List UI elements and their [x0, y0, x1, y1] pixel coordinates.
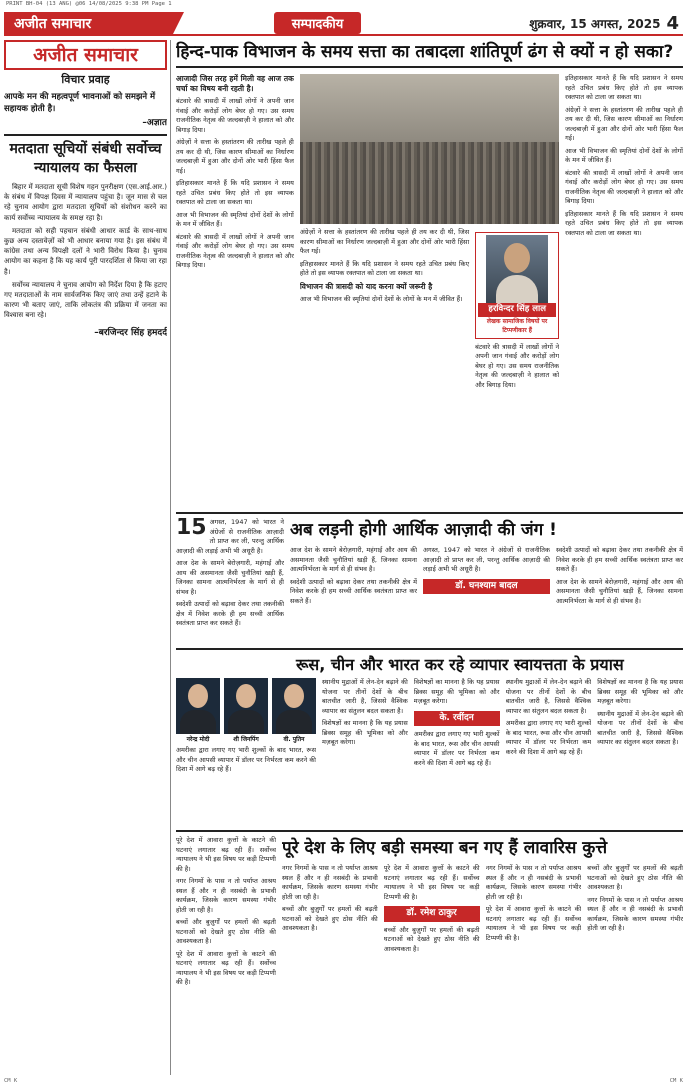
econ-para: आज देश के सामने बेरोज़गारी, महंगाई और आय की असमानता जैसी चुनौतियां खड़ी हैं, जिनका सामना आत्मनिर्भरता के मार्ग से ही संभव है। [176, 559, 284, 596]
partition-photo [300, 74, 559, 224]
author-caption: लेखक सामाजिक विषयों पर टिप्पणीकार हैं [486, 317, 548, 334]
dogs-headline: पूरे देश के लिए बड़ी समस्या बन गए हैं लावारिस कुत्ते [282, 838, 608, 858]
editorial-para: मतदाता को सही पहचान संबंधी आधार कार्ड के साथ-साथ कुछ अन्य दस्तावेज़ों को भी आधार बनाया गया है। इस संबंध में कांग्रेस तथा अन्य विपक्षी दलों ने भारी विरोध किया है। चुनाव आयोग का कहना है कि यह कार्य पूरी पारदर्शिता से किया जा रहा है। [4, 226, 167, 276]
partition-headline: हिन्द-पाक विभाजन के समय सत्ता का तबादला शांतिपूर्ण ढंग से क्यों न हो सका? [176, 40, 683, 68]
section-label: अजीत समाचार [4, 12, 172, 34]
partition-para: बंटवारे की त्रासदी में लाखों लोगों ने अपनी जान गंवाई और करोड़ों लोग बेघर हो गए। उस समय राजनीतिक नेतृत्व की जल्दबाज़ी ने हालात को और बिगाड़ दिया। [176, 232, 294, 269]
econ-col-3 [423, 546, 550, 609]
partition-para: अंग्रेज़ों ने सत्ता के हस्तांतरण की तारीख पहले ही तय कर दी थी, जिस कारण सीमाओं का निर्धारण जल्दबाज़ी में हुआ और दोनों ओर भारी हिंसा फैल गई। [176, 138, 294, 175]
editorial-body [4, 182, 167, 321]
quote-attribution: –अज्ञात [142, 118, 167, 128]
trade-para: अमरीका द्वारा लगाए गए भारी शुल्कों के बाद भारत, रूस और चीन आपसी व्यापार में डॉलर पर निर्भरता कम करने की दिशा में आगे बढ़ रहे हैं। [505, 719, 592, 756]
partition-para: बंटवारे की त्रासदी में लाखों लोगों ने अपनी जान गंवाई और करोड़ों लोग बेघर हो गए। उस समय राजनीतिक नेतृत्व की जल्दबाज़ी ने हालात को और बिगाड़ दिया। [475, 342, 560, 389]
partition-col-2 [300, 74, 559, 504]
partition-para: अंग्रेज़ों ने सत्ता के हस्तांतरण की तारीख पहले ही तय कर दी थी, जिस कारण सीमाओं का निर्धारण जल्दबाज़ी में हुआ और दोनों ओर भारी हिंसा फैल गई। [565, 105, 683, 142]
dogs-col-5 [587, 864, 683, 957]
trade-author: के. रवींदन [414, 711, 500, 727]
section-divider [176, 512, 683, 514]
leader-caption: वी. पुतिन [283, 736, 305, 743]
leaders-photo [176, 678, 316, 734]
partition-intro: आजादी जिस तरह हमें मिली वह आज तक चर्चा का विषय बनी रहती है। [176, 74, 294, 93]
partition-col-1 [176, 74, 294, 504]
econ-para: अगस्त, 1947 को भारत ने अंग्रेजों से राजनीतिक आज़ादी तो प्राप्त कर ली, परन्तु आर्थिक आज़ादी की लड़ाई अभी भी अधूरी है। [176, 518, 284, 555]
crowd-image [300, 142, 559, 225]
trade-para: स्थानीय मुद्राओं में लेन-देन बढ़ाने की योजना पर तीनों देशों के बीच बातचीत जारी है, जिससे वैश्विक व्यापार का संतुलन बदल सकता है। [322, 678, 408, 715]
article-economic [176, 518, 683, 644]
leader-photo [224, 678, 268, 734]
trade-col-1 [176, 746, 316, 778]
masthead-title: अजीत समाचार [33, 44, 138, 66]
page-footer [4, 1078, 683, 1088]
econ-col-2 [290, 546, 417, 609]
econ-para: आज देश के सामने बेरोज़गारी, महंगाई और आय की असमानता जैसी चुनौतियां खड़ी हैं, जिनका सामना आत्मनिर्भरता के मार्ग से ही संभव है। [290, 546, 417, 573]
dogs-para: बच्चों और बुज़ुर्गों पर हमलों की बढ़ती घटनाओं को देखते हुए ठोस नीति की आवश्यकता है। [176, 918, 276, 945]
trade-col-5 [597, 678, 683, 778]
dogs-para: बच्चों और बुज़ुर्गों पर हमलों की बढ़ती घटनाओं को देखते हुए ठोस नीति की आवश्यकता है। [587, 864, 683, 891]
dogs-para: नगर निगमों के पास न तो पर्याप्त आश्रय स्थल हैं और न ही नसबंदी के प्रभावी कार्यक्रम, जिसके कारण समस्या गंभीर होती जा रही है। [282, 864, 378, 901]
author-box [475, 232, 559, 339]
trade-para: विशेषज्ञों का मानना है कि यह प्रयास ब्रिक्स समूह की भूमिका को और मज़बूत करेगा। [322, 719, 408, 746]
thought-subhead: विचार प्रवाह [61, 73, 110, 86]
editorial-badge: सम्पादकीय [274, 12, 361, 34]
trade-para: विशेषज्ञों का मानना है कि यह प्रयास ब्रिक्स समूह की भूमिका को और मज़बूत करेगा। [413, 678, 500, 705]
left-column [4, 40, 167, 1075]
trade-headline: रूस, चीन और भारत कर रहे व्यापार स्वायत्तता के प्रयास [296, 655, 624, 674]
econ-para: अगस्त, 1947 को भारत ने अंग्रेजों से राजनीतिक आज़ादी तो प्राप्त कर ली, परन्तु आर्थिक आज़ादी की लड़ाई अभी भी अधूरी है। [423, 546, 550, 573]
author-name: हरविन्दर सिंह लाल [478, 303, 556, 317]
econ-headline: अब लड़नी होगी आर्थिक आज़ादी की जंग ! [290, 520, 557, 540]
masthead [4, 40, 167, 70]
trade-para: विशेषज्ञों का मानना है कि यह प्रयास ब्रिक्स समूह की भूमिका को और मज़बूत करेगा। [597, 678, 683, 705]
page-number: 4 [666, 12, 679, 34]
partition-para: आज भी विभाजन की स्मृतियां दोनों देशों के लोगों के मन में जीवित हैं। [176, 210, 294, 228]
section-divider [176, 830, 683, 832]
dogs-para: बच्चों और बुज़ुर्गों पर हमलों की बढ़ती घटनाओं को देखते हुए ठोस नीति की आवश्यकता है। [282, 905, 378, 932]
article-dogs [176, 836, 683, 1074]
dogs-para: बच्चों और बुज़ुर्गों पर हमलों की बढ़ती घटनाओं को देखते हुए ठोस नीति की आवश्यकता है। [383, 925, 480, 953]
leader-photo [272, 678, 316, 734]
trade-para: अमरीका द्वारा लगाए गए भारी शुल्कों के बाद भारत, रूस और चीन आपसी व्यापार में डॉलर पर निर्भरता कम करने की दिशा में आगे बढ़ रहे हैं। [176, 746, 316, 773]
dogs-col-1 [176, 836, 276, 991]
partition-midhead: विभाजन की त्रासदी को याद करना क्यों जरूरी है [299, 281, 433, 291]
trade-para: स्थानीय मुद्राओं में लेन-देन बढ़ाने की योजना पर तीनों देशों के बीच बातचीत जारी है, जिससे वैश्विक व्यापार का संतुलन बदल सकता है। [597, 709, 683, 746]
editorial-para: सर्वोच्च न्यायालय ने चुनाव आयोग को निर्देश दिया है कि हटाए गए मतदाताओं के नाम सार्वजनिक किए जाएं तथा उन्हें हटाने के कारण भी बताए जाएं, ताकि लोकतंत्र की प्रक्रिया में जनता का विश्वास बना रहे। [4, 280, 167, 320]
editorial-headline: मतदाता सूचियों संबंधी सर्वोच्च न्यायालय का फैसला [4, 134, 167, 178]
thought-quote: आपके मन की महत्वपूर्ण भावनाओं को समझने में सहायक होती है। [4, 92, 156, 114]
article-trade [176, 654, 683, 824]
dogs-para: पूरे देश में आवारा कुत्तों के काटने की घटनाएं लगातार बढ़ रही हैं। सर्वोच्च न्यायालय ने भी इस विषय पर कड़ी टिप्पणी की है। [485, 905, 582, 942]
partition-para: इतिहासकार मानते हैं कि यदि प्रशासन ने समय रहते उचित प्रबंध किए होते तो इस व्यापक रक्तपात को टाला जा सकता था। [176, 179, 294, 206]
trade-para: स्थानीय मुद्राओं में लेन-देन बढ़ाने की योजना पर तीनों देशों के बीच बातचीत जारी है, जिससे वैश्विक व्यापार का संतुलन बदल सकता है। [505, 678, 592, 715]
trade-para: अमरीका द्वारा लगाए गए भारी शुल्कों के बाद भारत, रूस और चीन आपसी व्यापार में डॉलर पर निर्भरता कम करने की दिशा में आगे बढ़ रहे हैं। [413, 730, 500, 767]
header-right [463, 12, 683, 34]
econ-para: स्वदेशी उत्पादों को बढ़ावा देकर तथा तकनीकी क्षेत्र में निवेश करके ही हम सच्ची आर्थिक स्वतंत्रता प्राप्त कर सकते हैं। [290, 577, 417, 605]
print-slug: PRINT BH-04 (13 ANG) @06 14/08/2025 9:38 PM Page 1 [6, 1, 172, 7]
footer-color-mark: CM K [669, 1078, 683, 1084]
dogs-para: नगर निगमों के पास न तो पर्याप्त आश्रय स्थल हैं और न ही नसबंदी के प्रभावी कार्यक्रम, जिसके कारण समस्या गंभीर होती जा रही है। [485, 864, 582, 901]
partition-para: आज भी विभाजन की स्मृतियां दोनों देशों के लोगों के मन में जीवित हैं। [565, 146, 683, 164]
dogs-col-4 [486, 864, 582, 957]
section-divider [176, 648, 683, 650]
dogs-para: नगर निगमों के पास न तो पर्याप्त आश्रय स्थल हैं और न ही नसबंदी के प्रभावी कार्यक्रम, जिसके कारण समस्या गंभीर होती जा रही है। [176, 877, 276, 914]
econ-para: स्वदेशी उत्पादों को बढ़ावा देकर तथा तकनीकी क्षेत्र में निवेश करके ही हम सच्ची आर्थिक स्वतंत्रता प्राप्त कर सकते हैं। [176, 600, 284, 627]
trade-col-3 [414, 678, 500, 778]
econ-dropcap: 15 [176, 518, 207, 540]
issue-date: शुक्रवार, 15 अगस्त, 2025 [529, 16, 661, 31]
partition-col-3 [565, 74, 683, 504]
partition-para: आज भी विभाजन की स्मृतियां दोनों देशों के लोगों के मन में जीवित हैं। [299, 294, 463, 303]
partition-para: इतिहासकार मानते हैं कि यदि प्रशासन ने समय रहते उचित प्रबंध किए होते तो इस व्यापक रक्तपात को टाला जा सकता था। [565, 209, 683, 237]
dogs-para: पूरे देश में आवारा कुत्तों के काटने की घटनाएं लगातार बढ़ रही हैं। सर्वोच्च न्यायालय ने भी इस विषय पर कड़ी टिप्पणी की है। [176, 836, 276, 873]
editorial-para: बिहार में मतदाता सूची विशेष गहन पुनरीक्षण (एस.आई.आर.) के संबंध में विपक्ष दिवस में न्यायालय पहुंचा है। जून मास से चल रहे चुनाव आयोग द्वारा मतदाता सूचियों को संशोधन करने का कार्य सर्वोच्च न्यायालय के समक्ष रहा है। [4, 183, 167, 222]
partition-para: अंग्रेज़ों ने सत्ता के हस्तांतरण की तारीख पहले ही तय कर दी थी, जिस कारण सीमाओं का निर्धारण जल्दबाज़ी में हुआ और दोनों ओर भारी हिंसा फैल गई। [299, 228, 470, 255]
econ-para: आज देश के सामने बेरोज़गारी, महंगाई और आय की असमानता जैसी चुनौतियां खड़ी हैं, जिनका सामना आत्मनिर्भरता के मार्ग से ही संभव है। [556, 577, 683, 605]
econ-col-4 [556, 546, 683, 609]
page-header [4, 12, 683, 36]
leader-photo [176, 678, 220, 734]
column-rule [170, 40, 171, 1075]
econ-author: डॉ. घनश्याम बादल [423, 579, 550, 595]
author-photo [486, 235, 548, 303]
leader-captions [176, 735, 316, 743]
dogs-author: डॉ. रमेश ठाकुर [384, 906, 480, 922]
section-center [172, 12, 463, 34]
leader-caption: नरेन्द्र मोदी [186, 736, 210, 743]
trade-col-4 [506, 678, 592, 778]
dogs-para: नगर निगमों के पास न तो पर्याप्त आश्रय स्थल हैं और न ही नसबंदी के प्रभावी कार्यक्रम, जिसके कारण समस्या गंभीर होती जा रही है। [587, 895, 683, 932]
editorial-byline: –बरजिन्दर सिंह हमदर्द [94, 327, 167, 338]
partition-para: बंटवारे की त्रासदी में लाखों लोगों ने अपनी जान गंवाई और करोड़ों लोग बेघर हो गए। उस समय राजनीतिक नेतृत्व की जल्दबाज़ी ने हालात को और बिगाड़ दिया। [565, 168, 683, 205]
dogs-para: पूरे देश में आवारा कुत्तों के काटने की घटनाएं लगातार बढ़ रही हैं। सर्वोच्च न्यायालय ने भी इस विषय पर कड़ी टिप्पणी की है। [383, 864, 480, 901]
dogs-para: पूरे देश में आवारा कुत्तों के काटने की घटनाएं लगातार बढ़ रही हैं। सर्वोच्च न्यायालय ने भी इस विषय पर कड़ी टिप्पणी की है। [176, 949, 276, 986]
article-partition [176, 40, 683, 510]
trade-col-2 [322, 678, 408, 778]
partition-para: बंटवारे की त्रासदी में लाखों लोगों ने अपनी जान गंवाई और करोड़ों लोग बेघर हो गए। उस समय राजनीतिक नेतृत्व की जल्दबाज़ी ने हालात को और बिगाड़ दिया। [176, 97, 294, 134]
econ-col-1 [176, 518, 284, 632]
partition-para: इतिहासकार मानते हैं कि यदि प्रशासन ने समय रहते उचित प्रबंध किए होते तो इस व्यापक रक्तपात को टाला जा सकता था। [565, 74, 683, 101]
dogs-col-3 [384, 864, 480, 957]
partition-columns [176, 74, 683, 504]
footer-color-mark: CM K [4, 1078, 18, 1084]
partition-para: इतिहासकार मानते हैं कि यदि प्रशासन ने समय रहते उचित प्रबंध किए होते तो इस व्यापक रक्तपात को टाला जा सकता था। [299, 259, 470, 277]
leader-caption: शी जिनपिंग [233, 736, 259, 743]
dogs-col-2 [282, 864, 378, 957]
econ-para: स्वदेशी उत्पादों को बढ़ावा देकर तथा तकनीकी क्षेत्र में निवेश करके ही हम सच्ची आर्थिक स्वतंत्रता प्राप्त कर सकते हैं। [556, 546, 683, 573]
